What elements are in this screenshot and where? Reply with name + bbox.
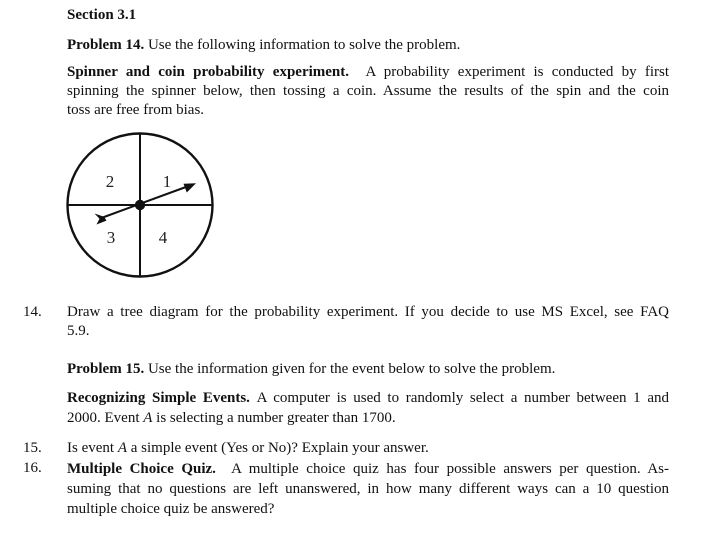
item-16-number: 16. [23, 460, 42, 476]
scenario-line-2: spinning the spinner below, then tossing a coin. Assume the results of the spin and the coin [67, 83, 669, 99]
spinner-center-pivot [135, 200, 145, 210]
problem-14-instructions: Use the following information to solve the problem. [147, 37, 461, 53]
simple-events-line-2: 2000. Event A is selecting a number greater than 1700. [67, 410, 396, 426]
item-14-number: 14. [23, 304, 42, 320]
problem-15-heading: Problem 15. [67, 361, 145, 377]
problem-14-intro [67, 36, 669, 55]
scenario-line-1: Spinner and coin probability experiment. A probability experiment is conducted by first [67, 64, 669, 80]
spinner-label-1: 1 [162, 172, 172, 191]
item-16-title: Multiple Choice Quiz. [67, 461, 216, 477]
problem-15-intro [67, 360, 669, 379]
scenario-title: Spinner and coin probability experiment. [67, 64, 350, 80]
item-16-line-2: suming that no questions are left unanswered, in how many different ways can a 10 question [67, 481, 669, 497]
simple-events-scenario [67, 388, 669, 428]
item-15-text: Is event A a simple event (Yes or No)? Explain your answer. [67, 440, 429, 456]
simple-events-title: Recognizing Simple Events. [67, 390, 250, 406]
scenario-line-3: toss are free from bias. [67, 102, 205, 118]
item-16-line-1: Multiple Choice Quiz. A multiple choice quiz has four possible answers per question. As- [67, 461, 669, 477]
event-variable: A [143, 410, 153, 426]
item-16-text [67, 459, 669, 519]
item-14-text [67, 303, 669, 341]
section-title: Section 3.1 [67, 7, 137, 23]
spinner-label-3: 3 [106, 228, 116, 247]
item-14-line-1: Draw a tree diagram for the probability experiment. If you decide to use MS Excel, see FAQ [67, 304, 669, 320]
problem-15-instructions: Use the information given for the event below to solve the problem. [147, 361, 556, 377]
spinner-label-2: 2 [105, 172, 115, 191]
item-15-number: 15. [23, 440, 42, 456]
event-variable: A [117, 440, 127, 456]
item-16-line-3: multiple choice quiz be answered? [67, 501, 275, 517]
item-14-line-2: 5.9. [67, 323, 90, 339]
spinner-label-4: 4 [158, 228, 168, 247]
simple-events-line-1: Recognizing Simple Events. A computer is used to randomly select a number between 1 and [67, 390, 669, 406]
spinner-scenario [67, 63, 669, 120]
spinner-figure [60, 126, 220, 284]
problem-14-heading: Problem 14. [67, 37, 145, 53]
section-heading [67, 6, 669, 25]
